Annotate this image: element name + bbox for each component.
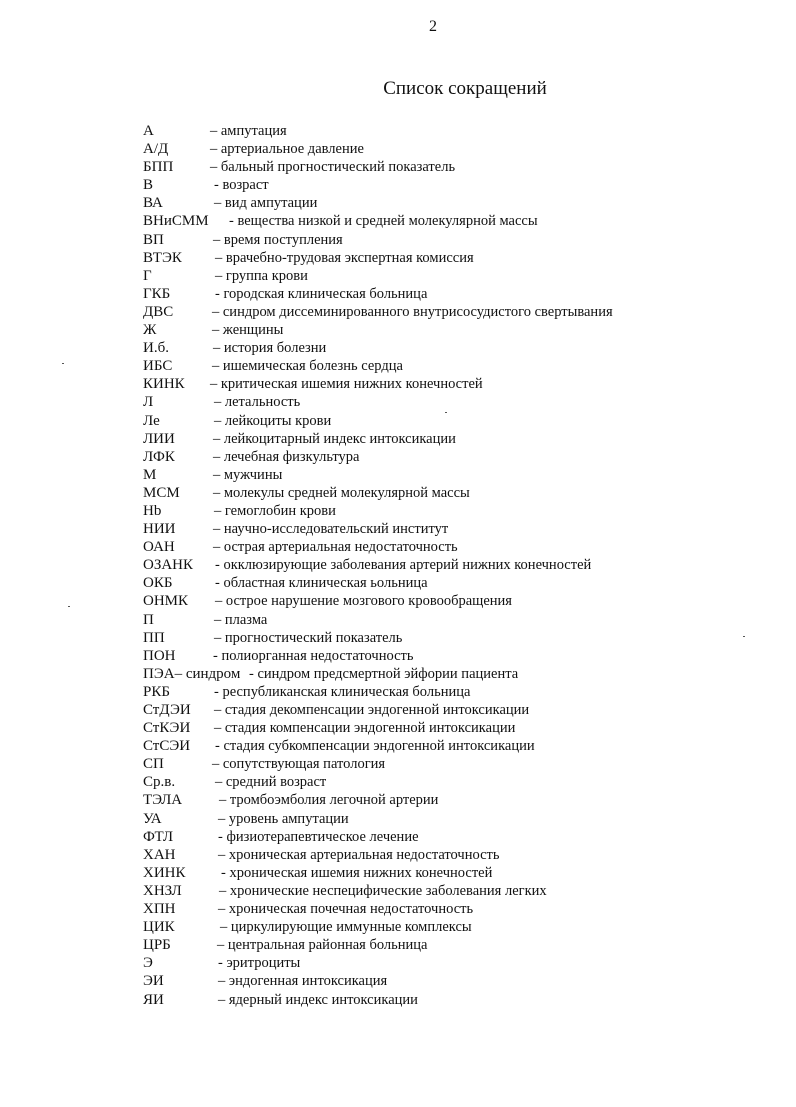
abbreviation: М <box>143 466 157 483</box>
abbreviation: ФТЛ <box>143 828 174 845</box>
definition: – эндогенная интоксикация <box>218 973 388 990</box>
definition: – стадия декомпенсации эндогенной интоксикации <box>214 702 530 718</box>
abbreviation: МСМ <box>143 484 180 501</box>
abbreviation: ТЭЛА <box>143 792 183 809</box>
definition: - возраст <box>214 177 269 194</box>
abbreviation: ХНЗЛ <box>143 882 182 899</box>
scan-speck <box>62 363 64 364</box>
definition: – хронические неспецифические заболевания легких <box>219 882 547 899</box>
definition: – плазма <box>214 611 268 628</box>
abbreviation: ХАН <box>143 846 176 863</box>
definition: – время поступления <box>213 231 343 248</box>
definition: – хроническая почечная недостаточность <box>218 901 474 918</box>
definition: – мужчины <box>213 466 283 483</box>
abbreviation: ОНМК <box>143 593 189 610</box>
definition: - эритроциты <box>218 955 301 972</box>
definition: - республиканская клиническая больница <box>214 683 471 700</box>
abbreviation: П <box>143 611 154 628</box>
definition: - областная клиническая ьольница <box>215 575 428 592</box>
abbreviation: ГКБ <box>143 285 171 302</box>
definition: – стадия компенсации эндогенной интоксикации <box>214 720 516 737</box>
abbreviation: КИНК <box>143 376 185 393</box>
definition: – уровень ампутации <box>218 810 349 827</box>
definition: – женщины <box>212 322 284 339</box>
abbreviation: ОКБ <box>143 575 173 592</box>
abbreviation: УА <box>143 810 162 827</box>
definition: – синдром диссеминированного внутрисосудистого свертывания <box>212 303 613 320</box>
scan-speck <box>445 412 447 413</box>
abbreviation: ПЭА– синдром <box>143 665 241 682</box>
definition: – научно-исследовательский институт <box>213 521 449 538</box>
abbreviation: Г <box>143 267 152 284</box>
definition: – средний возраст <box>215 774 327 791</box>
abbreviation: ИБС <box>143 358 173 375</box>
definition: – ишемическая болезнь сердца <box>212 358 403 375</box>
definition: – тромбоэмболия легочной артерии <box>219 792 439 809</box>
abbreviation: СтСЭИ <box>143 738 191 755</box>
definition: – критическая ишемия нижних конечностей <box>210 376 483 393</box>
scan-speck <box>743 636 745 637</box>
definition: – лейкоцитарный индекс интоксикации <box>213 430 456 447</box>
definition: – острая артериальная недостаточность <box>213 539 458 556</box>
abbreviation: ХИНК <box>143 864 186 881</box>
definition: – острое нарушение мозгового кровообращения <box>215 593 512 610</box>
page-title: Список сокращений <box>383 78 547 99</box>
definition: – бальный прогностический показатель <box>210 159 456 176</box>
abbreviation: ЯИ <box>143 991 164 1008</box>
definition: - стадия субкомпенсации эндогенной интоксикации <box>215 738 535 755</box>
definition: - физиотерапевтическое лечение <box>218 828 419 845</box>
definition: – вид ампутации <box>214 195 318 212</box>
abbreviation: ОЗАНК <box>143 557 194 574</box>
definition: – гемоглобин крови <box>214 502 336 519</box>
abbreviation: Ж <box>143 322 157 339</box>
abbreviation: ХПН <box>143 901 176 918</box>
abbreviation: ЛФК <box>143 448 175 465</box>
definition: - вещества низкой и средней молекулярной массы <box>229 213 538 230</box>
definition: – циркулирующие иммунные комплексы <box>220 919 472 936</box>
definition: - городская клиническая больница <box>215 285 428 302</box>
abbreviation: ПОН <box>143 647 176 664</box>
definition: – прогностический показатель <box>214 629 403 646</box>
definition: – лечебная физкультура <box>213 448 360 465</box>
abbreviation: ЭИ <box>143 973 164 990</box>
abbreviation: А <box>143 123 154 139</box>
abbreviation: ДВС <box>143 303 174 320</box>
abbreviation: И.б. <box>143 340 169 357</box>
abbreviation: ЛИИ <box>143 430 175 447</box>
definition: - полиорганная недостаточность <box>213 647 414 664</box>
definition: – центральная районная больница <box>217 937 428 954</box>
abbreviation: А/Д <box>143 141 169 158</box>
definition: – ампутация <box>210 123 287 139</box>
abbreviation: ВТЭК <box>143 249 182 266</box>
definition: - хроническая ишемия нижних конечностей <box>221 864 493 881</box>
definition: – артериальное давление <box>210 141 364 158</box>
abbreviation: ВНиСММ <box>143 213 209 230</box>
abbreviation: Ср.в. <box>143 774 176 791</box>
abbreviation: ПП <box>143 629 165 646</box>
abbreviation: СП <box>143 756 164 773</box>
abbreviation: ЦРБ <box>143 937 171 954</box>
abbreviation: Ле <box>143 412 160 429</box>
definition: – группа крови <box>215 267 308 284</box>
abbreviation: Hb <box>143 502 162 519</box>
definition: – сопутствующая патология <box>212 756 386 773</box>
abbreviation: СтДЭИ <box>143 702 191 718</box>
abbreviation: НИИ <box>143 521 176 538</box>
abbreviation: ЦИК <box>143 919 175 936</box>
scan-speck <box>68 606 70 607</box>
page-number: 2 <box>429 18 437 35</box>
definition: – ядерный индекс интоксикации <box>218 991 418 1008</box>
definition: - синдром предсмертной эйфории пациента <box>249 665 519 682</box>
abbreviation: БПП <box>143 159 174 176</box>
definition: – история болезни <box>213 340 327 357</box>
definition: – летальность <box>214 394 301 411</box>
abbreviation: СтКЭИ <box>143 720 191 737</box>
definition: - окклюзирующие заболевания артерий нижних конечностей <box>215 557 592 574</box>
definition: – лейкоциты крови <box>214 412 332 429</box>
abbreviation: ВП <box>143 231 164 248</box>
definition: – молекулы средней молекулярной массы <box>213 484 470 501</box>
abbreviation: ВА <box>143 195 163 212</box>
abbreviation: ОАН <box>143 539 175 556</box>
definition: – хроническая артериальная недостаточность <box>218 846 500 863</box>
abbreviation: Л <box>143 394 154 411</box>
abbreviation: В <box>143 177 154 194</box>
definition: – врачебно-трудовая экспертная комиссия <box>215 249 474 266</box>
abbreviation: РКБ <box>143 683 170 700</box>
abbreviation: Э <box>143 955 153 972</box>
